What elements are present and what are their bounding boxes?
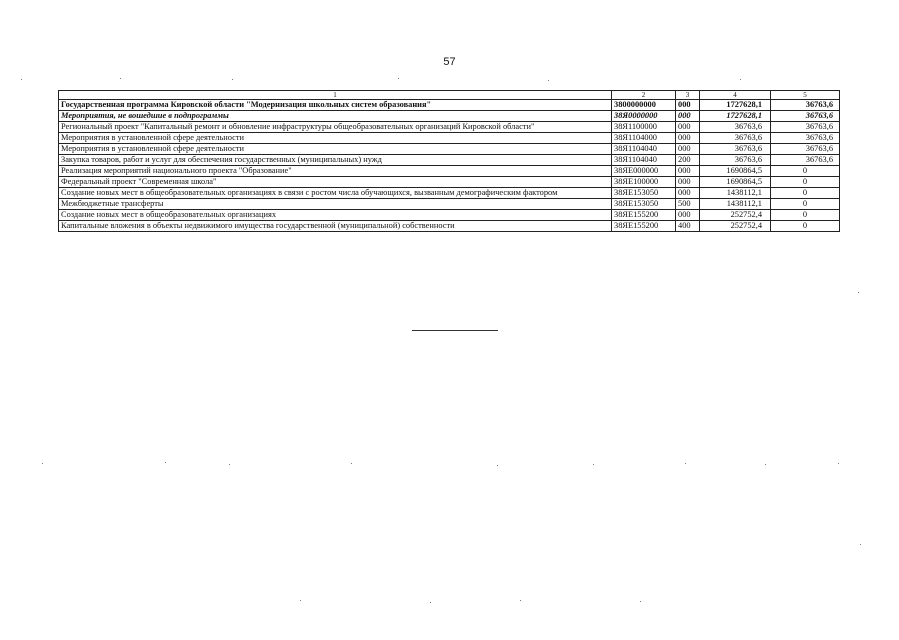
cell-code: 38ЯЕ155200 xyxy=(612,221,676,232)
cell-value-4: 36763,6 xyxy=(700,122,771,133)
cell-value-4: 1727628,1 xyxy=(700,100,771,111)
scan-speck xyxy=(351,463,352,464)
cell-value-4: 252752,4 xyxy=(700,210,771,221)
scan-speck xyxy=(232,79,233,80)
cell-name: Региональный проект "Капитальный ремонт и обновление инфраструктуры общеобразовательных организаций Кировской области" xyxy=(59,122,612,133)
cell-value-4: 1690864,5 xyxy=(700,166,771,177)
cell-type: 200 xyxy=(676,155,700,166)
cell-name: Капитальные вложения в объекты недвижимого имущества государственной (муниципальной) собственности xyxy=(59,221,612,232)
scan-speck xyxy=(430,602,431,603)
table-row xyxy=(59,100,840,111)
cell-type: 000 xyxy=(676,144,700,155)
page-number: 57 xyxy=(443,56,456,68)
cell-type: 000 xyxy=(676,111,700,122)
cell-value-5: 0 xyxy=(771,177,840,188)
table-row xyxy=(59,177,840,188)
scan-speck xyxy=(21,79,22,80)
cell-name: Государственная программа Кировской области "Модернизация школьных систем образования" xyxy=(59,100,612,111)
cell-code: 38ЯЕ100000 xyxy=(612,177,676,188)
column-header-5: 5 xyxy=(771,91,840,100)
cell-type: 400 xyxy=(676,221,700,232)
scan-speck xyxy=(548,80,549,81)
cell-code: 38Я0000000 xyxy=(612,111,676,122)
table-row xyxy=(59,111,840,122)
cell-name: Закупка товаров, работ и услуг для обеспечения государственных (муниципальных) нужд xyxy=(59,155,612,166)
scan-speck xyxy=(398,78,399,79)
cell-name: Мероприятия, не вошедшие в подпрограммы xyxy=(59,111,612,122)
budget-table xyxy=(58,90,840,232)
cell-code: 38ЯЕ155200 xyxy=(612,210,676,221)
column-header-2: 2 xyxy=(612,91,676,100)
scan-speck xyxy=(120,78,121,79)
cell-name: Создание новых мест в общеобразовательных организациях в связи с ростом числа обучающихся, вызванным демографическим фактором xyxy=(59,188,612,199)
scan-speck xyxy=(229,464,230,465)
cell-code: 38Я1104040 xyxy=(612,155,676,166)
cell-value-5: 36763,6 xyxy=(771,155,840,166)
cell-code: 38ЯЕ153050 xyxy=(612,188,676,199)
cell-value-4: 1438112,1 xyxy=(700,188,771,199)
cell-type: 000 xyxy=(676,188,700,199)
table-row xyxy=(59,188,840,199)
cell-type: 000 xyxy=(676,122,700,133)
cell-value-5: 0 xyxy=(771,199,840,210)
cell-name: Федеральный проект "Современная школа" xyxy=(59,177,612,188)
cell-code: 38Я1104000 xyxy=(612,133,676,144)
cell-value-4: 1438112,1 xyxy=(700,199,771,210)
cell-type: 000 xyxy=(676,210,700,221)
cell-code: 38Я1104040 xyxy=(612,144,676,155)
budget-table-body xyxy=(59,91,840,232)
cell-name: Мероприятия в установленной сфере деятельности xyxy=(59,133,612,144)
cell-value-5: 36763,6 xyxy=(771,133,840,144)
cell-type: 000 xyxy=(676,133,700,144)
cell-value-4: 1727628,1 xyxy=(700,111,771,122)
cell-name: Создание новых мест в общеобразовательных организациях xyxy=(59,210,612,221)
table-header-row xyxy=(59,91,840,100)
cell-type: 000 xyxy=(676,166,700,177)
cell-value-4: 36763,6 xyxy=(700,144,771,155)
table-row xyxy=(59,155,840,166)
end-rule xyxy=(412,330,498,331)
cell-value-4: 36763,6 xyxy=(700,155,771,166)
scan-speck xyxy=(165,462,166,463)
cell-type: 000 xyxy=(676,100,700,111)
scan-speck xyxy=(593,464,594,465)
table-row xyxy=(59,221,840,232)
cell-value-5: 0 xyxy=(771,166,840,177)
table-row xyxy=(59,122,840,133)
scan-speck xyxy=(838,463,839,464)
cell-value-4: 252752,4 xyxy=(700,221,771,232)
cell-type: 500 xyxy=(676,199,700,210)
cell-value-5: 0 xyxy=(771,188,840,199)
cell-type: 000 xyxy=(676,177,700,188)
cell-value-5: 0 xyxy=(771,221,840,232)
cell-value-4: 1690864,5 xyxy=(700,177,771,188)
cell-value-5: 36763,6 xyxy=(771,122,840,133)
cell-name: Реализация мероприятий национального проекта "Образование" xyxy=(59,166,612,177)
cell-name: Мероприятия в установленной сфере деятельности xyxy=(59,144,612,155)
scan-speck xyxy=(765,464,766,465)
cell-code: 38ЯЕ153050 xyxy=(612,199,676,210)
scan-speck xyxy=(860,544,861,545)
scan-speck xyxy=(685,463,686,464)
cell-value-5: 36763,6 xyxy=(771,144,840,155)
scan-speck xyxy=(640,601,641,602)
table-row xyxy=(59,133,840,144)
table-row xyxy=(59,144,840,155)
scan-speck xyxy=(520,600,521,601)
scan-speck xyxy=(42,463,43,464)
cell-code: 38ЯЕ000000 xyxy=(612,166,676,177)
table-row xyxy=(59,210,840,221)
cell-value-5: 36763,6 xyxy=(771,100,840,111)
table-row xyxy=(59,199,840,210)
cell-code: 3800000000 xyxy=(612,100,676,111)
column-header-4: 4 xyxy=(700,91,771,100)
scan-speck xyxy=(497,465,498,466)
column-header-3: 3 xyxy=(676,91,700,100)
cell-value-5: 0 xyxy=(771,210,840,221)
cell-code: 38Я1100000 xyxy=(612,122,676,133)
table-row xyxy=(59,166,840,177)
scan-speck xyxy=(740,79,741,80)
scan-speck xyxy=(300,600,301,601)
column-header-1: 1 xyxy=(59,91,612,100)
cell-value-4: 36763,6 xyxy=(700,133,771,144)
cell-value-5: 36763,6 xyxy=(771,111,840,122)
cell-name: Межбюджетные трансферты xyxy=(59,199,612,210)
scan-speck xyxy=(858,292,859,293)
